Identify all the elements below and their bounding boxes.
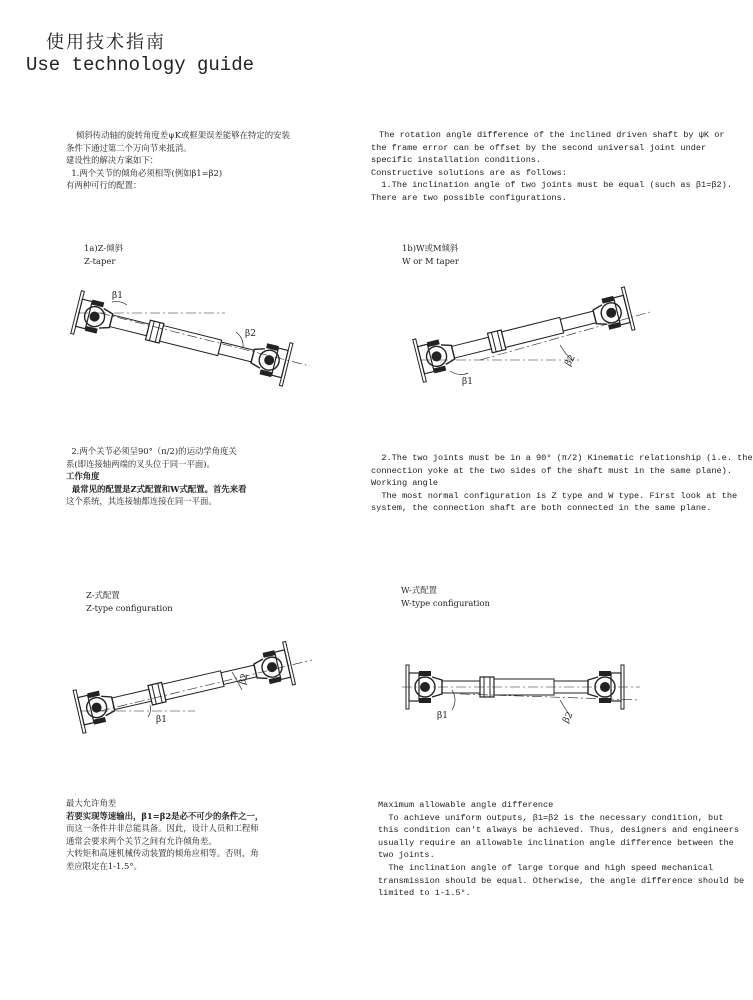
w-config-drawing bbox=[402, 665, 640, 716]
text-line: limited to 1-1.5°. bbox=[378, 888, 471, 899]
text-line: 大转矩和高速机械传动装置的倾角应相等。否则，角 bbox=[66, 848, 259, 859]
text-line: usually require an allowable inclination angle difference between the bbox=[378, 837, 734, 848]
text-line: 1.两个关节的倾角必须相等(例如β1=β2) bbox=[66, 167, 223, 178]
z-config-drawing bbox=[73, 641, 312, 733]
text-line: The rotation angle difference of the inclined driven shaft by ψK or bbox=[379, 130, 725, 140]
text-line: Constructive solutions are as follows: bbox=[371, 167, 567, 178]
caption-cn: Z-式配置 bbox=[86, 590, 120, 600]
text-line: Maximum allowable angle difference bbox=[378, 800, 554, 810]
text-line: specific installation conditions. bbox=[371, 155, 542, 166]
beta1-label: β1 bbox=[156, 715, 167, 725]
text-line: The most normal configuration is Z type and W type. First look at the bbox=[371, 490, 738, 501]
caption-en: Z-type configuration bbox=[86, 602, 173, 613]
w-taper-drawing bbox=[413, 287, 650, 382]
caption-en: Z-taper bbox=[84, 255, 116, 266]
text-line: 最大允许角差 bbox=[66, 798, 117, 808]
text-line: 最常见的配置是Z式配置和W式配置。首先来看 bbox=[66, 483, 247, 494]
text-line: the frame error can be offset by the second universal joint under bbox=[371, 142, 707, 153]
beta2-label: β2 bbox=[563, 353, 578, 368]
caption-en: W or M taper bbox=[402, 255, 459, 266]
beta1-label: β1 bbox=[437, 711, 448, 721]
text-line: The inclination angle of large torque and high speed mechanical bbox=[378, 862, 714, 873]
text-line: 建设性的解决方案如下： bbox=[66, 155, 159, 166]
text-line: 这个系统，其连接轴都连接在同一平面。 bbox=[66, 496, 217, 507]
text-line: 2.两个关节必须呈90°（π/2)的运动学角度关 bbox=[66, 446, 237, 456]
text-line: 2.The two joints must be in a 90° (π/2) Kinematic relationship (i.e. the bbox=[371, 453, 753, 463]
text-line: 工作角度 bbox=[66, 471, 100, 482]
beta2-label: β2 bbox=[238, 672, 251, 686]
text-line: this condition can't always be achieved. Thus, designers and engineers bbox=[378, 825, 739, 836]
text-line: 系(即连接轴两端的叉头位于同一平面)。 bbox=[66, 458, 215, 469]
beta1-label: β1 bbox=[112, 291, 123, 301]
caption-cn: 1a)Z-倾斜 bbox=[84, 243, 123, 253]
beta2-label: β2 bbox=[245, 329, 256, 339]
text-line: 而这一条件并非总能具备。因此，设计人员和工程师 bbox=[66, 823, 259, 834]
text-line: 有两种可行的配置： bbox=[66, 180, 142, 191]
caption-cn: W-式配置 bbox=[401, 585, 437, 595]
text-line: system, the connection shaft are both connected in the same plane. bbox=[371, 503, 712, 514]
beta1-label: β1 bbox=[462, 377, 473, 387]
text-line: There are two possible configurations. bbox=[371, 192, 567, 203]
beta2-label: β2 bbox=[561, 710, 576, 725]
caption-cn: 1b)W或M倾斜 bbox=[402, 243, 459, 253]
page-title-cn: 使用技术指南 bbox=[46, 32, 166, 53]
text-line: connection yoke at the two sides of the shaft must in the same plane). bbox=[371, 465, 732, 476]
z-taper-drawing bbox=[71, 291, 310, 386]
text-line: two joints. bbox=[378, 850, 435, 861]
text-line: 条件下通过第二个万向节来抵消。 bbox=[66, 142, 192, 153]
text-line: 倾斜传动轴的旋转角度差ψK或框架误差能够在特定的安装 bbox=[76, 130, 290, 140]
text-line: 通常会要求两个关节之间有允许倾角差。 bbox=[66, 835, 217, 846]
text-line: 若要实现等速输出，β1=β2是必不可少的条件之一， bbox=[66, 810, 264, 821]
text-line: transmission should be equal. Otherwise, the angle difference should be bbox=[378, 875, 745, 886]
text-line: 1.The inclination angle of two joints must be equal (such as β1=β2). bbox=[371, 180, 732, 191]
page-title-en: Use technology guide bbox=[26, 54, 255, 76]
text-line: 差应限定在1-1.5°。 bbox=[66, 860, 142, 871]
text-line: To achieve uniform outputs, β1=β2 is the necessary condition, but bbox=[378, 812, 724, 823]
text-line: Working angle bbox=[371, 478, 439, 489]
caption-en: W-type configuration bbox=[401, 597, 490, 608]
